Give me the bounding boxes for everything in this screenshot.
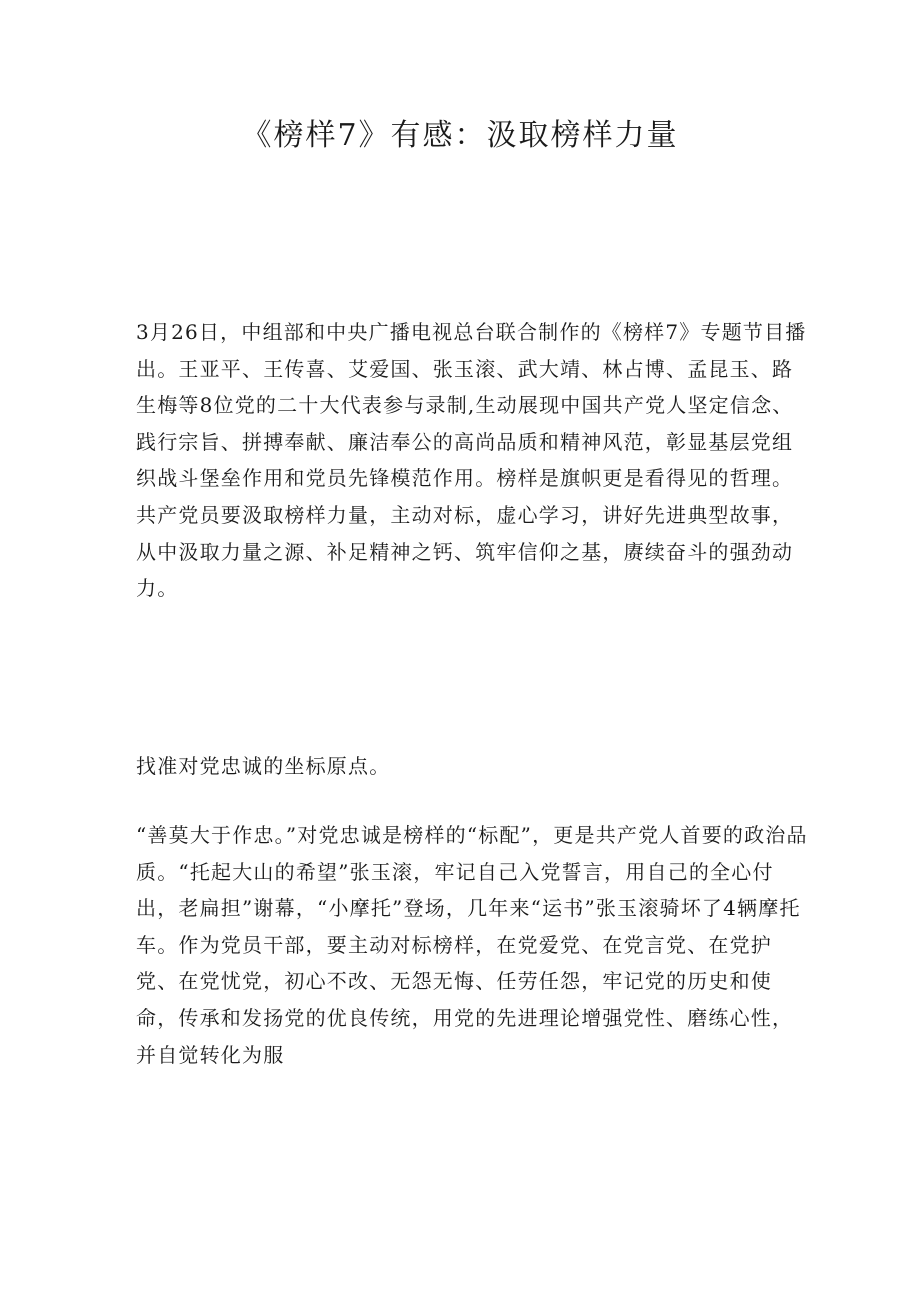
document-title: 《榜样7》有感：汲取榜样力量 [241,118,679,153]
paragraph-loyalty: “善莫大于作忠。”对党忠诚是榜样的“标配”，更是共产党人首要的政治品质。“托起大山的希望”张玉滚，牢记自己入党誓言，用自己的全心付出，老扁担”谢幕，“小摩托”登场，几年来“运书”张玉滚骑坏了4辆摩托车。作为党员干部，要主动对标榜样，在党爱党、在党言党、在党护党、在党忧党，初心不改、无怨无悔、任劳任怨，牢记党的历史和使命，传承和发扬党的优良传统，用党的先进理论增强党性、磨练心性，并自觉转化为服 [136,823,808,1067]
section-heading-loyalty: 找准对党忠诚的坐标原点。 [136,754,391,778]
paragraph-intro: 3月26日，中组部和中央广播电视总台联合制作的《榜样7》专题节目播出。王亚平、王传喜、艾爱国、张玉滚、武大靖、林占博、孟昆玉、路生梅等8位党的二十大代表参与录制,生动展现中国共产党人坚定信念、践行宗旨、拼搏奉献、廉洁奉公的高尚品质和精神风范，彰显基层党组织战斗堡垒作用和党员先锋模范作用。榜样是旗帜更是看得见的哲理。共产党员要汲取榜样力量，主动对标，虚心学习，讲好先进典型故事，从中汲取力量之源、补足精神之钙、筑牢信仰之基，赓续奋斗的强劲动力。 [136,320,807,601]
